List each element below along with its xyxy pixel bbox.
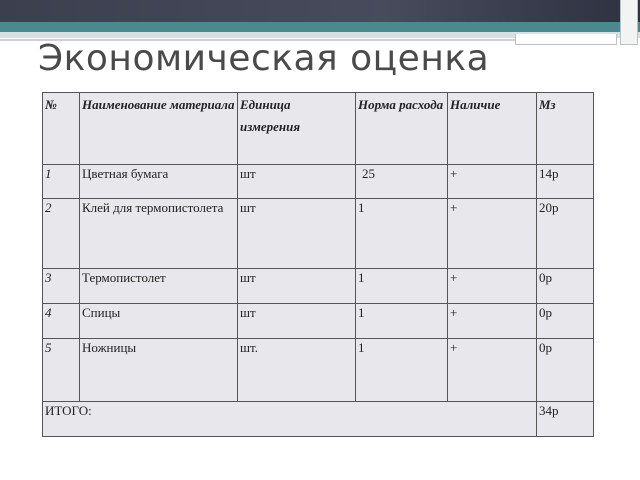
row-num: 5 (43, 339, 80, 402)
row-unit: шт (238, 304, 356, 339)
header-num: № (43, 93, 80, 165)
header-band-dark (0, 0, 640, 22)
total-label: ИТОГО: (43, 402, 537, 437)
header-cost: Мз (537, 93, 594, 165)
row-name: Термопистолет (80, 269, 238, 304)
table-row (43, 165, 594, 199)
row-norm: 1 (356, 269, 448, 304)
row-unit: шт. (238, 339, 356, 402)
row-cost: 0р (537, 304, 594, 339)
table-row (43, 269, 594, 304)
row-unit: шт (238, 269, 356, 304)
table-row (43, 339, 594, 402)
row-avail: + (448, 199, 537, 269)
row-num: 2 (43, 199, 80, 269)
row-name: Спицы (80, 304, 238, 339)
header-norm: Норма расхода (356, 93, 448, 165)
table-header-row (43, 93, 594, 165)
row-avail: + (448, 165, 537, 199)
header-unit: Единица измерения (238, 93, 356, 165)
row-norm: 25 (356, 165, 448, 199)
row-num: 4 (43, 304, 80, 339)
row-norm: 1 (356, 304, 448, 339)
row-cost: 0р (537, 339, 594, 402)
row-norm: 1 (356, 199, 448, 269)
row-cost: 0р (537, 269, 594, 304)
decorative-frame-corner (620, 0, 638, 45)
table-row (43, 199, 594, 269)
slide-title: Экономическая оценка (38, 38, 490, 79)
row-unit: шт (238, 199, 356, 269)
total-cost: 34р (537, 402, 594, 437)
row-avail: + (448, 339, 537, 402)
row-avail: + (448, 304, 537, 339)
header-avail: Наличие (448, 93, 537, 165)
row-cost: 14р (537, 165, 594, 199)
row-num: 3 (43, 269, 80, 304)
decorative-frame (515, 34, 617, 45)
economic-table (42, 92, 594, 437)
row-cost: 20р (537, 199, 594, 269)
table-row (43, 304, 594, 339)
table-total-row (43, 402, 594, 437)
row-num: 1 (43, 165, 80, 199)
row-avail: + (448, 269, 537, 304)
row-name: Цветная бумага (80, 165, 238, 199)
row-norm: 1 (356, 339, 448, 402)
row-name: Ножницы (80, 339, 238, 402)
header-name: Наименование материала (80, 93, 238, 165)
row-unit: шт (238, 165, 356, 199)
row-name: Клей для термопистолета (80, 199, 238, 269)
header-band-teal (0, 22, 640, 32)
